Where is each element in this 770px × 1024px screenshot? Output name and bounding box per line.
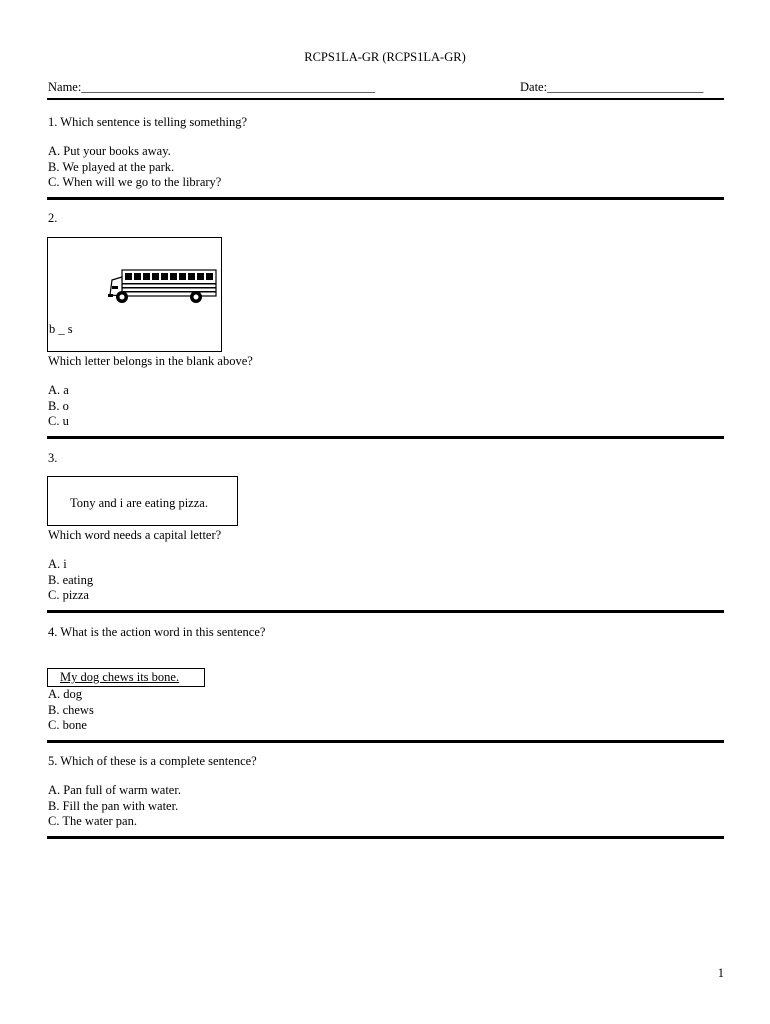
question-3-number: 3. <box>48 451 58 465</box>
question-2-image-box <box>47 237 222 352</box>
question-1-options <box>48 144 221 191</box>
question-5-option-b: B. Fill the pan with water. <box>48 798 179 813</box>
name-label: Name: <box>48 80 82 94</box>
question-5-prompt: 5. Which of these is a complete sentence? <box>48 754 257 768</box>
question-3-prompt: Which word needs a capital letter? <box>48 528 222 542</box>
question-4-sentence-box <box>47 668 205 687</box>
header-rule <box>47 98 724 100</box>
question-3-options <box>48 557 93 604</box>
page-title: RCPS1LA-GR (RCPS1LA-GR) <box>304 50 466 64</box>
divider-4 <box>47 740 724 743</box>
question-2-option-c: C. u <box>48 414 69 428</box>
question-2-options <box>48 383 69 430</box>
divider-5 <box>47 836 724 839</box>
question-2-number: 2. <box>48 211 58 225</box>
question-4-prompt: 4. What is the action word in this sentence? <box>48 625 266 639</box>
question-5-options <box>48 783 181 830</box>
question-1-prompt: 1. Which sentence is telling something? <box>48 115 248 129</box>
question-2-word-blank: b _ s <box>49 322 73 336</box>
question-3-sentence-box <box>47 476 238 526</box>
date-label: Date: <box>520 80 548 94</box>
question-5-option-c: C. The water pan. <box>48 814 137 828</box>
divider-3 <box>47 610 724 613</box>
question-2-option-b: B. o <box>48 398 69 413</box>
question-3-sentence: Tony and i are eating pizza. <box>70 496 208 510</box>
question-4-option-b: B. chews <box>48 702 94 717</box>
question-3-option-b: B. eating <box>48 572 94 587</box>
date-blank-line: _________________________ <box>547 80 704 94</box>
question-2-option-a: A. a <box>48 383 69 397</box>
question-4-options <box>48 687 94 734</box>
question-4-option-c: C. bone <box>48 718 87 732</box>
question-4-sentence: My dog chews its bone. <box>60 670 180 684</box>
divider-1 <box>47 197 724 200</box>
school-bus-icon <box>108 268 220 306</box>
question-4-option-a: A. dog <box>48 687 83 701</box>
question-2-prompt: Which letter belongs in the blank above? <box>48 354 253 368</box>
page-number: 1 <box>717 966 724 980</box>
question-5-option-a: A. Pan full of warm water. <box>48 783 181 797</box>
question-3-option-a: A. i <box>48 557 67 571</box>
question-1-option-c: C. When will we go to the library? <box>48 175 222 189</box>
question-1-option-a: A. Put your books away. <box>48 144 171 158</box>
name-blank-line: _______________________________________________ <box>81 80 376 94</box>
question-1-option-b: B. We played at the park. <box>48 159 175 174</box>
question-3-option-c: C. pizza <box>48 588 89 602</box>
name-field <box>48 80 375 96</box>
date-field <box>520 80 703 96</box>
divider-2 <box>47 436 724 439</box>
